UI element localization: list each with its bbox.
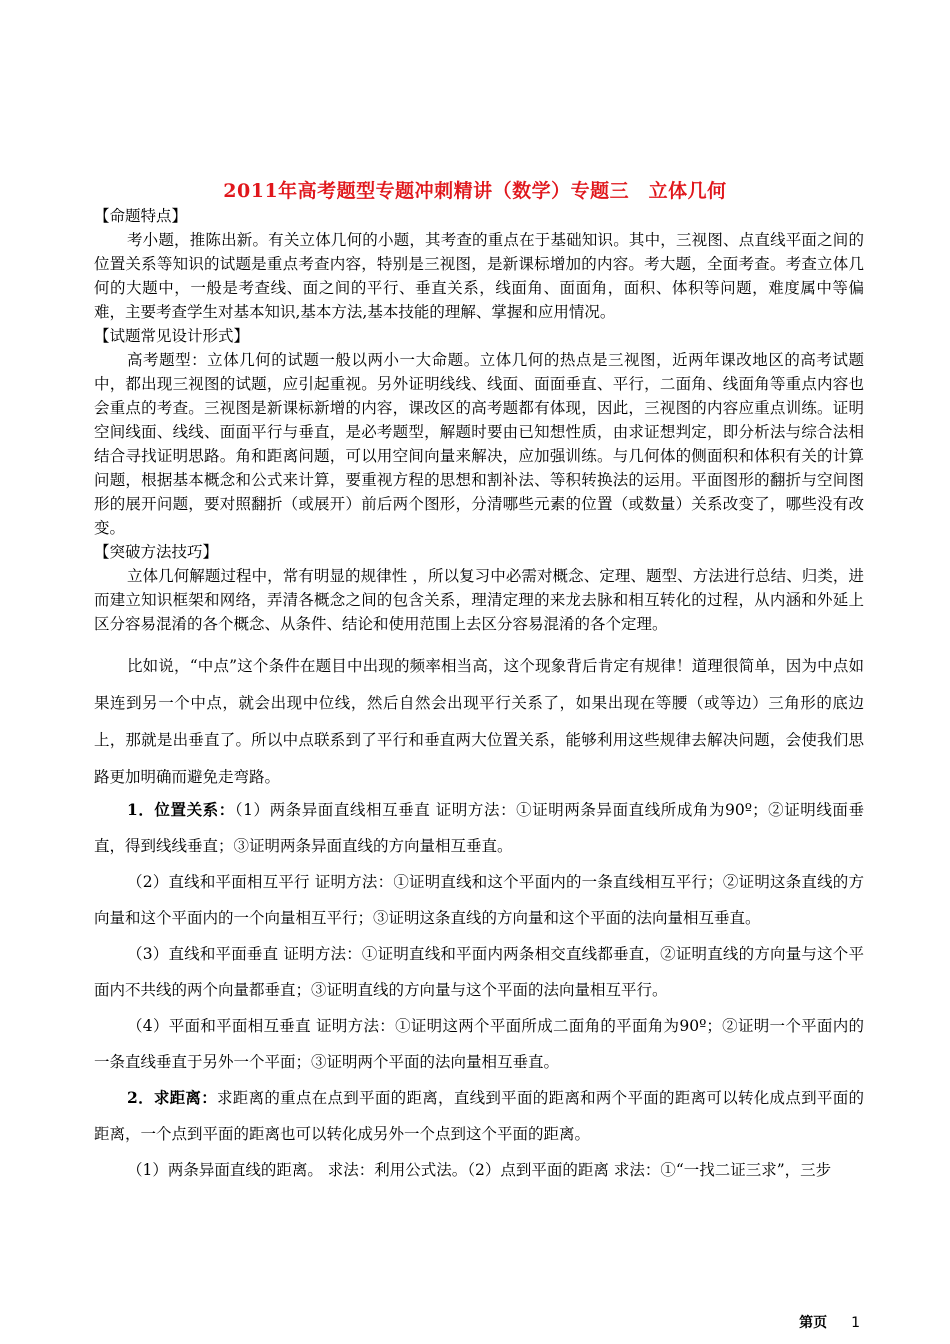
paragraph-distance: 2．求距离：求距离的重点在点到平面的距离，直线到平面的距离和两个平面的距离可以转化成点到平面的距离，一个点到平面的距离也可以转化成另外一个点到这个平面的距离。 <box>94 1088 864 1143</box>
distance-label: 2．求距离： <box>127 1088 218 1107</box>
paragraph-position-4: （4）平面和平面相互垂直 证明方法：①证明这两个平面所成二面角的平面角为90º；②证明一个平面内的一条直线垂直于另外一个平面；③证明两个平面的法向量相互垂直。 <box>94 1017 864 1071</box>
section-heading: 【试题常见设计形式】 <box>94 327 250 345</box>
page-footer <box>799 1312 860 1332</box>
paragraph-position-3: （3）直线和平面垂直 证明方法：①证明直线和平面内两条相交直线都垂直，②证明直线的方向量与这个平面内不共线的两个向量都垂直；③证明直线的方向量与这个平面的法向量相互平行。 <box>94 945 864 999</box>
section-tips <box>94 648 864 796</box>
paragraph: 比如说，“中点”这个条件在题目中出现的频率相当高，这个现象背后肯定有规律！道理很简单，因为中点如果连到另一个中点，就会出现中位线，然后自然会出现平行关系了，如果出现在等腰（或等边）三角形的底边上，那就是出垂直了。所以中点联系到了平行和垂直两大位置关系，能够利用这些规律去解决问题，会使我们思路更加明确而避免走弯路。 <box>94 657 864 786</box>
section-heading: 【突破方法技巧】 <box>94 543 219 561</box>
section-position-relations <box>94 792 864 1188</box>
position-label: 1．位置关系： <box>127 800 235 819</box>
paragraph: 立体几何解题过程中，常有明显的规律性 ，所以复习中必需对概念、定理、题型、方法进行总结、归类，进而建立知识框架和网络，弄清各概念之间的包含关系，理清定理的来龙去脉和相互转化的过程，从内涵和外延上区分容易混淆的各个概念、从条件、结论和使用范围上去区分容易混淆的各个定理。 <box>94 567 864 633</box>
paragraph: 考小题，推陈出新。有关立体几何的小题，其考查的重点在于基础知识。其中，三视图、点直线平面之间的位置关系等知识的试题是重点考查内容，特别是三视图，是新课标增加的内容。考大题，全面考查。考查立体几何的大题中，一般是考查线、面之间的平行、垂直关系，线面角、面面角，面积、体积等问题，难度属中等偏难，主要考查学生对基本知识,基本方法,基本技能的理解、掌握和应用情况。 <box>94 231 864 321</box>
document-title: 2011年高考题型专题冲刺精讲（数学）专题三 立体几何 <box>223 180 727 202</box>
paragraph-distance-1: （1）两条异面直线的距离。 求法：利用公式法。（2）点到平面的距离 求法：①“一找二证三求”，三步 <box>127 1161 832 1179</box>
section-features <box>94 204 864 636</box>
page-label: 第页 <box>799 1315 828 1331</box>
paragraph-position-1: 1．位置关系：（1）两条异面直线相互垂直 证明方法：①证明两条异面直线所成角为90º；②证明线面垂直，得到线线垂直；③证明两条异面直线的方向量相互垂直。 <box>94 800 864 855</box>
paragraph-position-2: （2）直线和平面相互平行 证明方法：①证明直线和这个平面内的一条直线相互平行；②证明这条直线的方向量和这个平面内的一个向量相互平行；③证明这条直线的方向量和这个平面的法向量相互垂直。 <box>94 873 864 927</box>
section-heading: 【命题特点】 <box>94 207 188 225</box>
paragraph: 高考题型：立体几何的试题一般以两小一大命题。立体几何的热点是三视图，近两年课改地区的高考试题中，都出现三视图的试题，应引起重视。另外证明线线、线面、面面垂直、平行，二面角、线面角等重点内容也会重点的考查。三视图是新课标新增的内容，课改区的高考题都有体现，因此，三视图的内容应重点训练。证明空间线面、线线、面面平行与垂直，是必考题型，解题时要由已知想性质，由求证想判定，即分析法与综合法相结合寻找证明思路。角和距离问题，可以用空间向量来解决，应加强训练。与几何体的侧面积和体积有关的计算问题，根据基本概念和公式来计算，要重视方程的思想和割补法、等积转换法的运用。平面图形的翻折与空间图形的展开问题，要对照翻折（或展开）前后两个图形，分清哪些元素的位置（或数量）关系改变了，哪些没有改变。 <box>94 351 864 537</box>
page-number: 1 <box>851 1315 860 1331</box>
